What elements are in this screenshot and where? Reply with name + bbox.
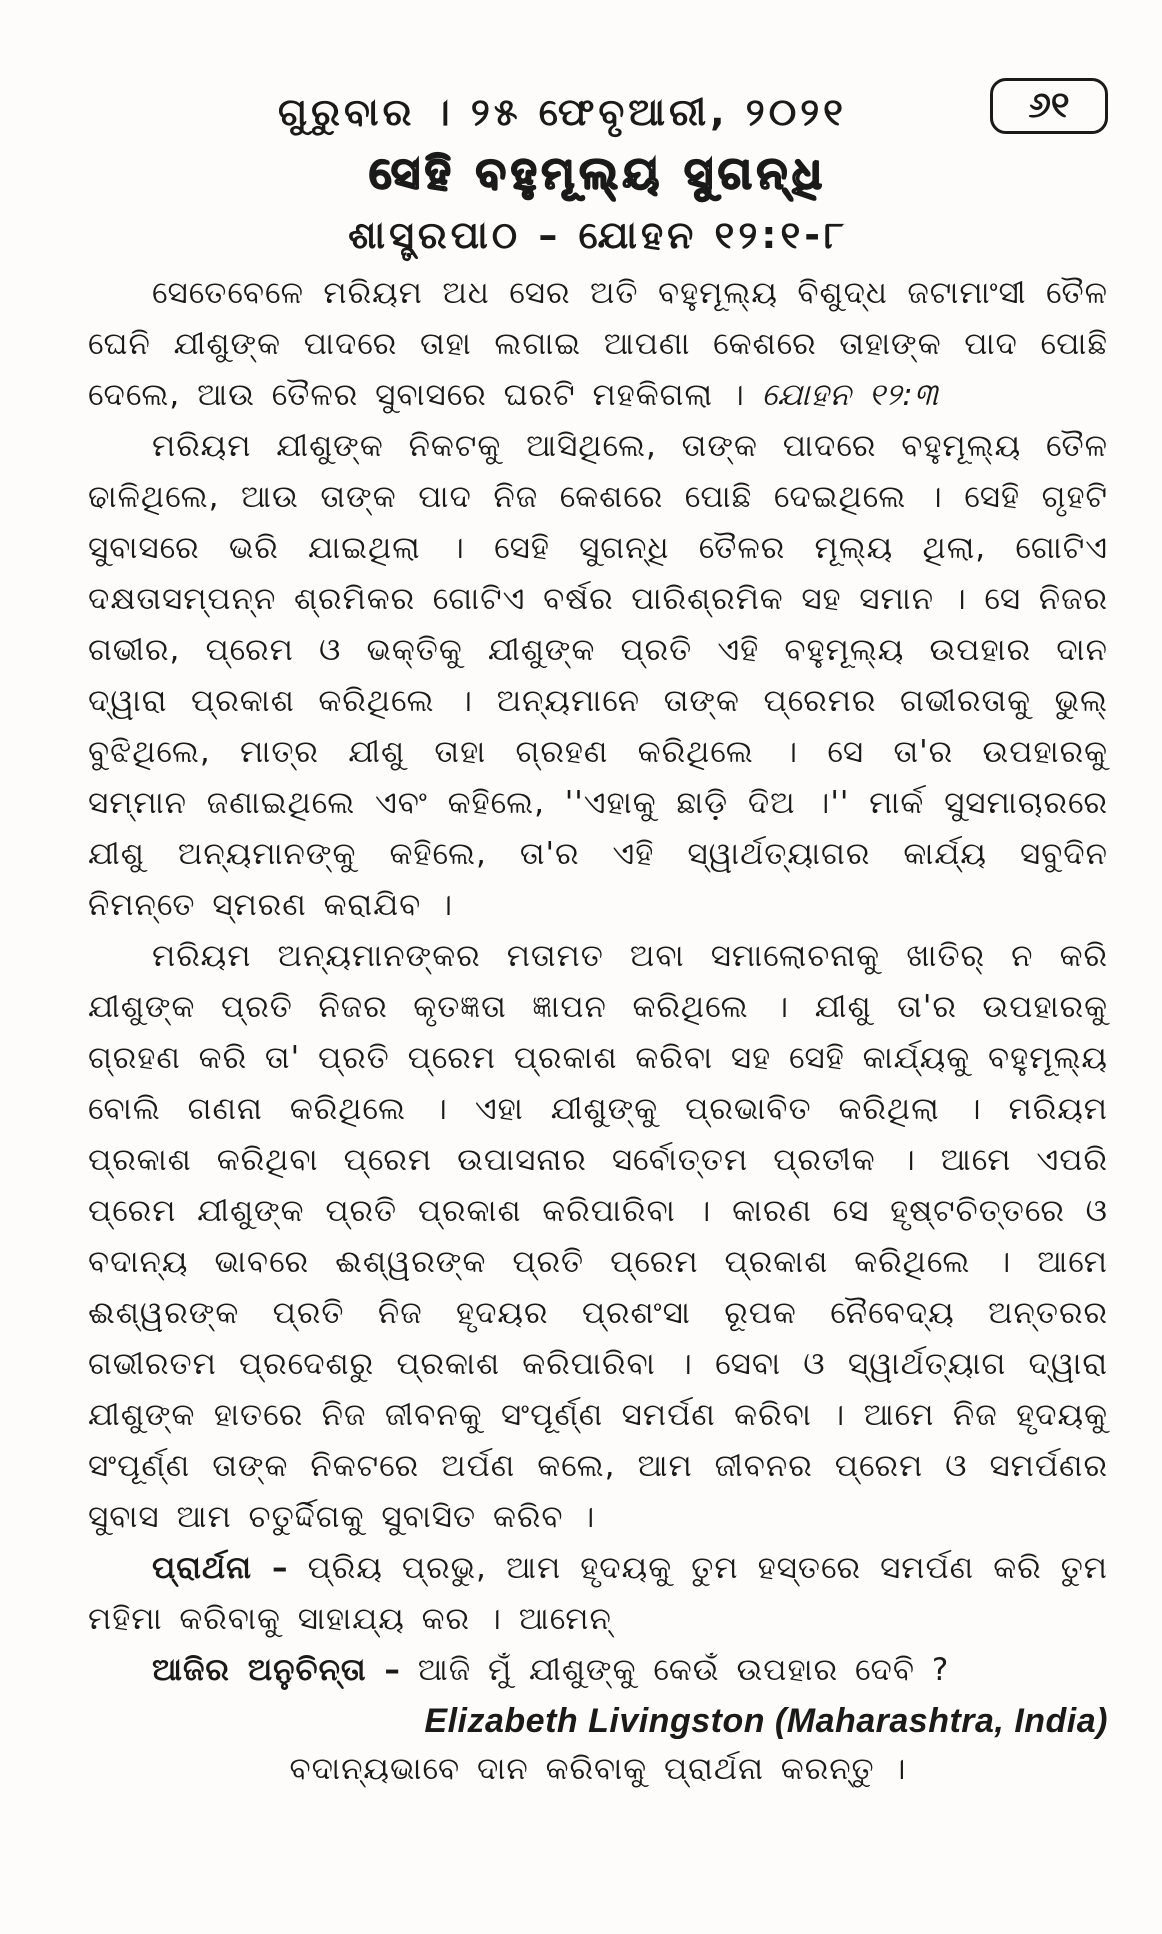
prayer-text: ପ୍ରିୟ ପ୍ରଭୁ, ଆମ ହୃଦୟକୁ ତୁମ ହସ୍ତରେ ସମର୍ପଣ କରି ତୁମ ମହିମା କରିବାକୁ ସାହାଯ୍ୟ କର । ଆମେନ୍: [88, 1550, 1108, 1637]
scripture-reading: ଶାସ୍ତ୍ରପାଠ – ଯୋହନ ୧୨:୧-୮: [348, 213, 848, 257]
body-paragraph-1: ମରିୟମ ଯୀଶୁଙ୍କ ନିକଟକୁ ଆସିଥିଲେ, ତାଙ୍କ ପାଦରେ ବହୁମୂଲ୍ୟ ତୈଳ ଢାଳିଥିଲେ, ଆଉ ତାଙ୍କ ପାଦ ନିଜ କେଶରେ ପୋଛି ଦେଇଥିଲେ । ସେହି ଗୃହଟି ସୁବାସରେ ଭରି ଯାଇଥିଲା । ସେହି ସୁଗନ୍ଧି ତୈଳର ମୂଲ୍ୟ ଥିଲା, ଗୋଟିଏ ଦକ୍ଷତାସମ୍ପନ୍ନ ଶ୍ରମିକର ଗୋଟିଏ ବର୍ଷର ପାରିଶ୍ରମିକ ସହ ସମାନ । ସେ ନିଜର ଗଭୀର, ପ୍ରେମ ଓ ଭକ୍ତିକୁ ଯୀଶୁଙ୍କ ପ୍ରତି ଏହି ବହୁମୂଲ୍ୟ ଉପହାର ଦାନ ଦ୍ୱାରା ପ୍ରକାଶ କରିଥିଲେ । ଅନ୍ୟମାନେ ତାଙ୍କ ପ୍ରେମର ଗଭୀରତାକୁ ଭୁଲ୍ ବୁଝିଥିଲେ, ମାତ୍ର ଯୀଶୁ ତାହା ଗ୍ରହଣ କରିଥିଲେ । ସେ ତା'ର ଉପହାରକୁ ସମ୍ମାନ ଜଣାଇଥିଲେ ଏବଂ କହିଲେ, ''ଏହାକୁ ଛାଡ଼ି ଦିଅ ।'' ମାର୍କ ସୁସମାଚାରରେ ଯୀଶୁ ଅନ୍ୟମାନଙ୍କୁ କହିଲେ, ତା'ର ଏହି ସ୍ୱାର୍ଥତ୍ୟାଗର କାର୍ଯ୍ୟ ସବୁଦିନ ନିମନ୍ତେ ସ୍ମରଣ କରାଯିବ ।: [88, 428, 1108, 923]
devotional-page: [88, 78, 1108, 1788]
article-body: [88, 268, 1108, 1696]
body-paragraph-2: ମରିୟମ ଅନ୍ୟମାନଙ୍କର ମତାମତ ଅବା ସମାଲୋଚନାକୁ ଖାତିର୍ ନ କରି ଯୀଶୁଙ୍କ ପ୍ରତି ନିଜର କୃତଜ୍ଞତା ଜ୍ଞାପନ କରିଥିଲେ । ଯୀଶୁ ତା'ର ଉପହାରକୁ ଗ୍ରହଣ କରି ତା' ପ୍ରତି ପ୍ରେମ ପ୍ରକାଶ କରିବା ସହ ସେହି କାର୍ଯ୍ୟକୁ ବହୁମୂଲ୍ୟ ବୋଲି ଗଣନା କରିଥିଲେ । ଏହା ଯୀଶୁଙ୍କୁ ପ୍ରଭାବିତ କରିଥିଲା । ମରିୟମ ପ୍ରକାଶ କରିଥିବା ପ୍ରେମ ଉପାସନାର ସର୍ବୋତ୍ତମ ପ୍ରତୀକ । ଆମେ ଏପରି ପ୍ରେମ ଯୀଶୁଙ୍କ ପ୍ରତି ପ୍ରକାଶ କରିପାରିବା । କାରଣ ସେ ହୃଷ୍ଟଚିତ୍ତରେ ଓ ବଦାନ୍ୟ ଭାବରେ ଈଶ୍ୱରଙ୍କ ପ୍ରତି ପ୍ରେମ ପ୍ରକାଶ କରିଥିଲେ । ଆମେ ଈଶ୍ୱରଙ୍କ ପ୍ରତି ନିଜ ହୃଦୟର ପ୍ରଶଂସା ରୂପକ ନୈବେଦ୍ୟ ଅନ୍ତରର ଗଭୀରତମ ପ୍ରଦେଶରୁ ପ୍ରକାଶ କରିପାରିବା । ସେବା ଓ ସ୍ୱାର୍ଥତ୍ୟାଗ ଦ୍ୱାରା ଯୀଶୁଙ୍କ ହାତରେ ନିଜ ଜୀବନକୁ ସଂପୂର୍ଣ୍ଣ ସମର୍ପଣ କରିବା । ଆମେ ନିଜ ହୃଦୟକୁ ସଂପୂର୍ଣ୍ଣ ତାଙ୍କ ନିକଟରେ ଅର୍ପଣ କଲେ, ଆମ ଜୀବନର ପ୍ରେମ ଓ ସମର୍ପଣର ସୁବାସ ଆମ ଚତୁର୍ଦ୍ଦିଗକୁ ସୁବାସିତ କରିବ ।: [88, 938, 1108, 1535]
verse-text: ସେତେବେଳେ ମରିୟମ ଅଧ ସେର ଅତି ବହୁମୂଲ୍ୟ ବିଶୁଦ୍ଧ ଜଟାମାଂସୀ ତୈଳ ଘେନି ଯୀଶୁଙ୍କ ପାଦରେ ତାହା ଲଗାଇ ଆପଣା କେଶରେ ତାହାଙ୍କ ପାଦ ପୋଛି ଦେଲେ, ଆଉ ତୈଳର ସୁବାସରେ ଘରଟି ମହକିଗଲା ।: [88, 275, 1108, 413]
author-signature: Elizabeth Livingston (Maharashtra, India): [424, 1702, 1108, 1740]
page-title: ସେହି ବହୁମୂଲ୍ୟ ସୁଗନ୍ଧି: [369, 148, 827, 199]
date-line: ଗୁରୁବାର । ୨୫ ଫେବୃଆରୀ, ୨୦୨୧: [278, 90, 847, 134]
prayer-paragraph: [88, 1543, 1108, 1645]
page-header: [88, 78, 1108, 144]
closing-line: ବଦାନ୍ୟଭାବେ ଦାନ କରିବାକୁ ପ୍ରାର୍ଥନା କରନ୍ତୁ ।: [289, 1751, 907, 1787]
prayer-label: ପ୍ରାର୍ଥନା –: [152, 1550, 289, 1586]
verse-reference: ଯୋହନ ୧୨:୩: [761, 377, 940, 413]
page-number-badge: ୬୧: [990, 78, 1108, 134]
reflection-text: ଆଜି ମୁଁ ଯୀଶୁଙ୍କୁ କେଉଁ ଉପହାର ଦେବି ?: [417, 1652, 950, 1688]
reflection-label: ଆଜିର ଅନୁଚିନ୍ତା –: [152, 1652, 401, 1688]
reflection-paragraph: [88, 1645, 1108, 1696]
verse-paragraph: [88, 268, 1108, 421]
